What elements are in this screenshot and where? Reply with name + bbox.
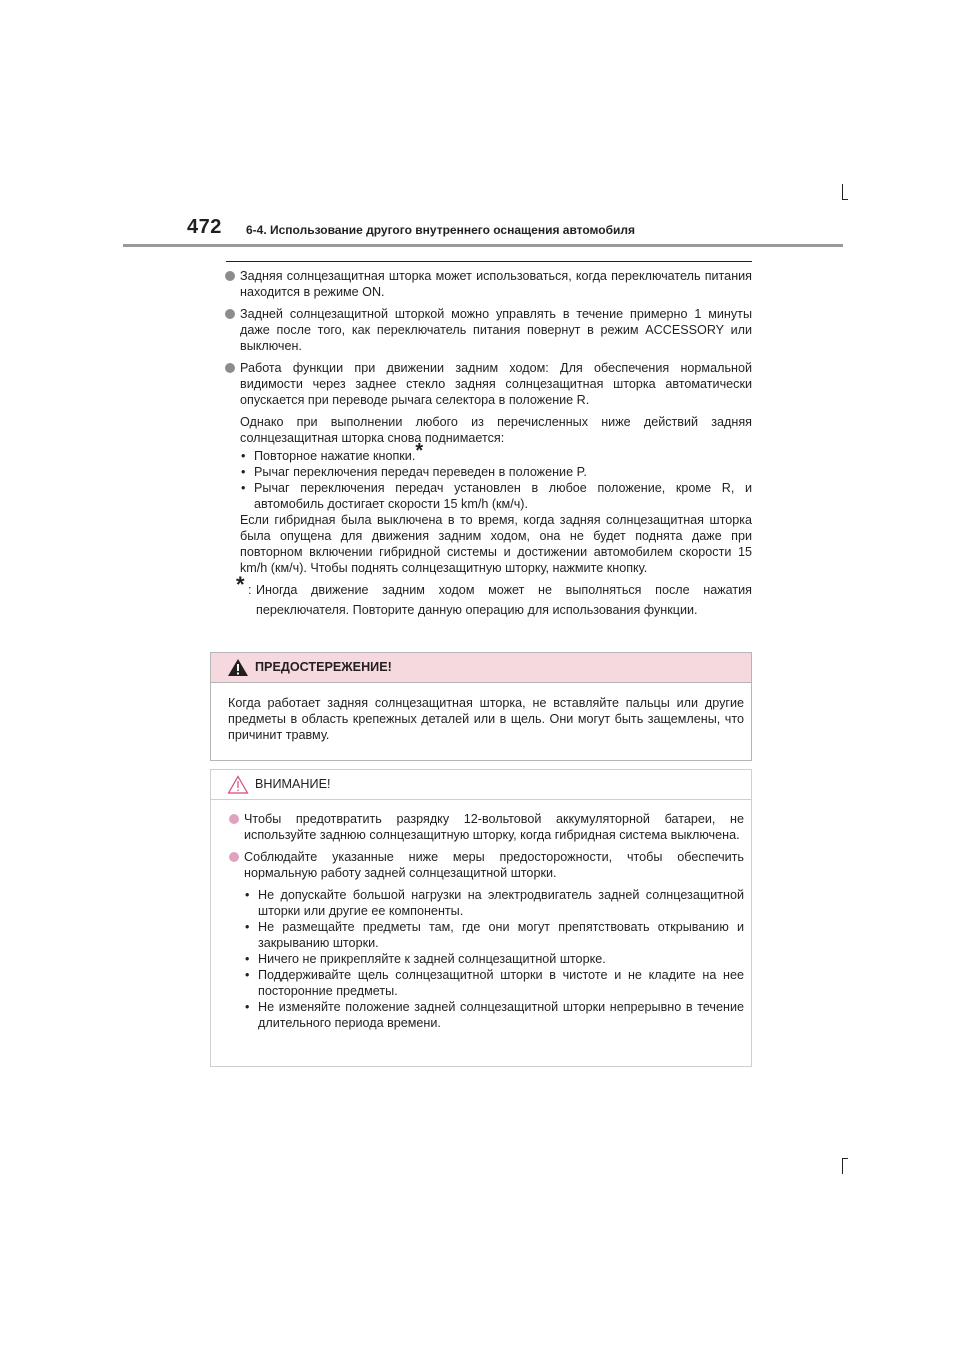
bullet-text: Чтобы предотвратить разрядку 12-вольтовой аккумуляторной батареи, не используйте заднюю солнцезащитную шторку, когда гибридная система выключена. (244, 812, 744, 842)
list-item (224, 306, 752, 354)
bullet-text: Задней солнцезащитной шторкой можно управлять в течение примерно 1 минуты даже после того, как переключатель питания повернут в режим ACCESSORY или выключен. (240, 307, 752, 353)
list-item (240, 480, 752, 512)
crop-mark-top (842, 184, 843, 200)
bullet-icon (225, 309, 235, 319)
list-item (244, 967, 744, 999)
notice-header (211, 770, 751, 800)
crop-mark-bottom-foot (842, 1158, 848, 1159)
list-text: Не изменяйте положение задней солнцезащитной шторки непрерывно в течение длительного периода времени. (258, 1000, 744, 1030)
list-item (244, 919, 744, 951)
list-item (240, 464, 752, 480)
list-text: Не допускайте большой нагрузки на электродвигатель задней солнцезащитной шторки или другие ее компоненты. (258, 888, 744, 918)
list-mark: • (245, 968, 250, 982)
caution-box (210, 652, 752, 761)
caution-title: ПРЕДОСТЕРЕЖЕНИЕ! (255, 660, 392, 674)
bullet-text: Задняя солнцезащитная шторка может использоваться, когда переключатель питания находится в режиме ON. (240, 269, 752, 299)
list-mark: • (241, 449, 246, 463)
list-mark: • (241, 481, 246, 495)
footnote-ref: * (415, 440, 424, 462)
list-mark: • (245, 952, 250, 966)
list-mark: • (245, 920, 250, 934)
list-text: Поддерживайте щель солнцезащитной шторки в чистоте и не кладите на нее посторонние предметы. (258, 968, 744, 998)
notice-box (210, 769, 752, 1067)
list-item (224, 268, 752, 300)
list-item (244, 999, 744, 1031)
list-item (224, 360, 752, 408)
warning-icon (227, 658, 249, 677)
caution-text: Когда работает задняя солнцезащитная шторка, не вставляйте пальцы или другие предметы в область крепежных деталей или в щель. Они могут быть защемлены, что причинит травму. (228, 696, 744, 742)
list-item (228, 849, 744, 881)
section-title: 6-4. Использование другого внутреннего оснащения автомобиля (246, 223, 636, 237)
list-text: Ничего не прикрепляйте к задней солнцезащитной шторке. (258, 952, 606, 966)
bullet-icon (225, 363, 235, 373)
main-content (224, 261, 752, 620)
bullet-text: Работа функции при движении задним ходом: Для обеспечения нормальной видимости через заднее стекло задняя солнцезащитная шторка автоматически опускается при переводе рычага селектора в положение R. (240, 361, 752, 407)
list-text: Рычаг переключения передач установлен в любое положение, кроме R, и автомобиль достигает скорости 15 km/h (км/ч). (254, 481, 752, 511)
bullet-icon (229, 852, 239, 862)
notice-icon (227, 775, 249, 794)
bullet-icon (225, 271, 235, 281)
rear-conditions-list (224, 440, 752, 512)
notice-precautions-list (228, 887, 744, 1031)
bullet-icon (229, 814, 239, 824)
page-number: 472 (187, 216, 222, 238)
rear-intro: Однако при выполнении любого из перечисленных ниже действий задняя солнцезащитная шторка снова поднимается: (240, 415, 752, 445)
list-text: Повторное нажатие кнопки. (254, 449, 416, 463)
content-divider (226, 261, 752, 262)
list-item (228, 811, 744, 843)
list-item (244, 951, 744, 967)
list-text: Рычаг переключения передач переведен в положение P. (254, 465, 587, 479)
footnote (224, 572, 752, 620)
notice-title: ВНИМАНИЕ! (255, 777, 331, 791)
crop-mark-bottom (842, 1158, 843, 1174)
notice-body (211, 800, 751, 1031)
list-mark: • (241, 465, 246, 479)
list-mark: • (245, 1000, 250, 1014)
list-item (240, 440, 752, 464)
list-mark: • (245, 888, 250, 902)
bullet-text: Соблюдайте указанные ниже меры предосторожности, чтобы обеспечить нормальную работу задней солнцезащитной шторки. (244, 850, 744, 880)
rear-after-text: Если гибридная была выключена в то время, когда задняя солнцезащитная шторка была опущена для движения задним ходом, она не будет поднята даже при повторном включении гибридной системы и достижении автомобилем скорости 15 km/h (км/ч). Чтобы поднять солнцезащитную шторку, нажмите кнопку. (240, 513, 752, 575)
crop-mark-top-foot (842, 199, 848, 200)
footnote-text: Иногда движение задним ходом может не выполняться после нажатия переключателя. Повторите данную операцию для использования функции. (256, 583, 752, 617)
list-text: Не размещайте предметы там, где они могут препятствовать открыванию и закрыванию шторки. (258, 920, 744, 950)
footnote-colon: : (248, 583, 252, 597)
footnote-mark: * (236, 572, 245, 597)
list-item (244, 887, 744, 919)
caution-header (211, 653, 751, 683)
header-rule (123, 244, 843, 247)
